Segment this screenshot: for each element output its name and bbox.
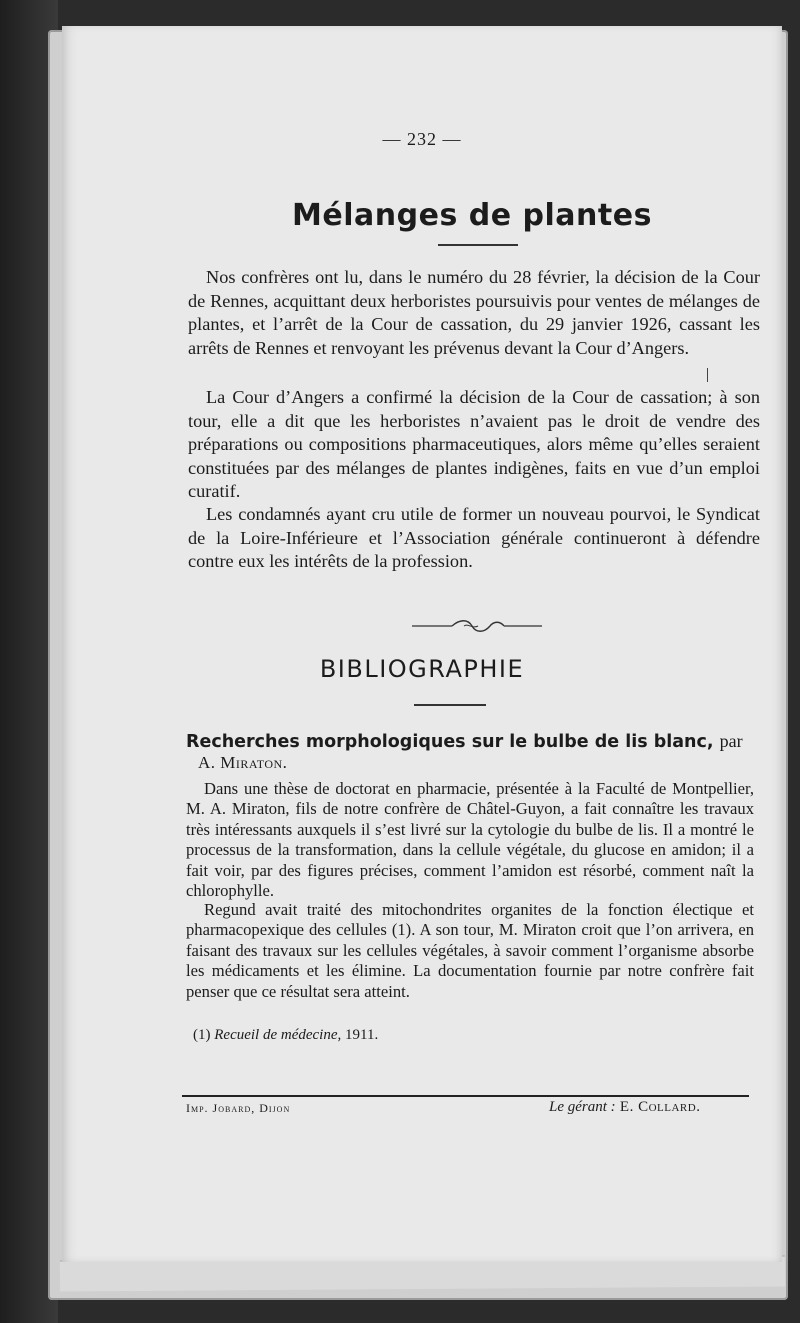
review-title [186, 730, 786, 753]
printer-imprint: Imp. Jobard, Dijon [186, 1101, 291, 1115]
gerant-label: Le gérant : [549, 1099, 616, 1115]
page-number: — 232 — [382, 129, 462, 149]
review-paragraph-1: Dans une thèse de doctorat en pharmacie, présentée à la Faculté de Montpellier, M. A. Miraton, fils de notre confrère de Châtel-Guyon, a fait connaître les travaux très intéressants auxquels il s’est livré sur la cytologie du bulbe de lis. Il a montré le processus de la transformation, dans la cellule végétale, du glucose en amidon; il a fait voir, par des figures précises, comment l’amidon est résorbé, comment naît la chlorophylle. [186, 779, 754, 901]
review-title-par: par [719, 731, 743, 751]
footnote-source: Recueil de médecine, [214, 1027, 342, 1043]
bibliography-underline [414, 704, 486, 706]
gerant-name: E. Collard. [615, 1099, 701, 1115]
footnote [193, 1027, 378, 1044]
section1-paragraph-2: La Cour d’Angers a confirmé la décision de la Cour de cassation; à son tour, elle a dit que les herboristes n’avaient pas le droit de vendre des préparations ou compositions pharmaceutiques, alors même qu’elles seraient constituées par des mélanges de plantes indigènes, faits en vue d’un emploi curatif. [188, 387, 760, 501]
review-paragraph-2: Regund avait traité des mitochondrites organites de la fonction électique et pharmacopexique des cellules (1). A son tour, M. Miraton croit que l’on arrivera, en faisant des travaux sur les cellules végétales, à savoir comment l’organisme absorbe les médicaments et les élimine. La documentation fournie par notre confrère fait penser que ce résultat sera atteint. [186, 900, 754, 1001]
footnote-year: 1911. [341, 1027, 379, 1043]
margin-mark [707, 368, 708, 382]
bibliography-heading: BIBLIOGRAPHIE [319, 655, 525, 683]
title-underline [438, 244, 518, 246]
author-initial: A. [198, 753, 221, 772]
footer-rule [182, 1095, 749, 1097]
article-title: Mélanges de plantes [292, 198, 652, 233]
author-name: Miraton. [220, 753, 288, 772]
gerant-signature [549, 1099, 700, 1116]
document-page [62, 26, 782, 1262]
ornament-divider [412, 616, 542, 636]
section1-paragraph-3: Les condamnés ayant cru utile de former un nouveau pourvoi, le Syndicat de la Loire-Inférieure et l’Association générale continueront à défendre contre eux les intérêts de la profession. [188, 504, 760, 571]
footnote-marker: (1) [193, 1027, 215, 1043]
section1-paragraph-1: Nos confrères ont lu, dans le numéro du 28 février, la décision de la Cour de Rennes, acquittant deux herboristes poursuivis pour ventes de mélanges de plantes, et l’arrêt de la Cour de cassation, du 29 janvier 1926, cassant les arrêts de Rennes et renvoyant les prévenus devant la Cour d’Angers. [188, 267, 760, 358]
review-author [198, 753, 287, 773]
review-title-text: Recherches morphologiques sur le bulbe de lis blanc, [186, 732, 714, 752]
